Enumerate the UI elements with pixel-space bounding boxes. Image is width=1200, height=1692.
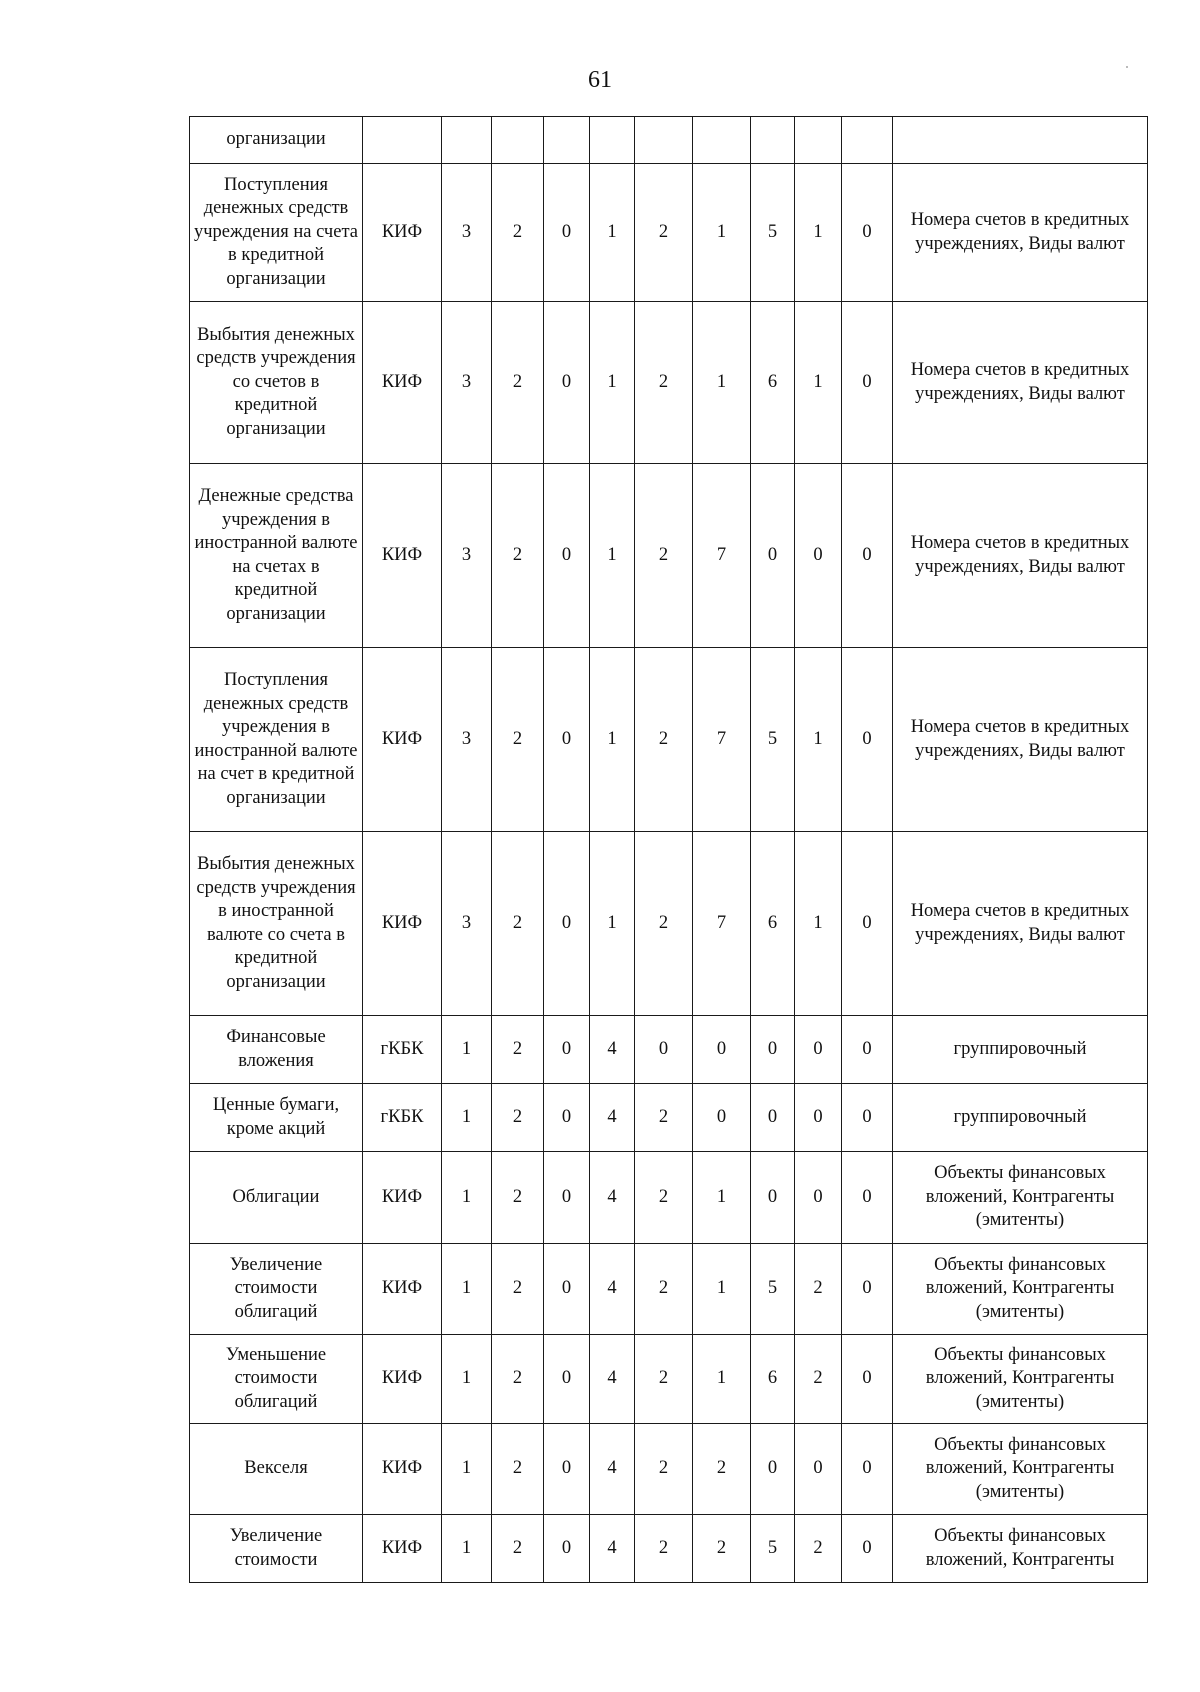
digit-cell: 4 bbox=[590, 1424, 635, 1515]
digit-cell bbox=[492, 117, 544, 164]
account-type-cell: КИФ bbox=[363, 1424, 442, 1515]
analytics-cell: Номера счетов в кредитных учреждениях, Виды валют bbox=[893, 164, 1148, 302]
account-name-cell: Выбытия денежных средств учреждения в иностранной валюте со счета в кредитной организации bbox=[190, 832, 363, 1016]
digit-cell: 6 bbox=[751, 302, 795, 464]
digit-cell bbox=[635, 117, 693, 164]
digit-cell: 2 bbox=[635, 1424, 693, 1515]
digit-cell: 0 bbox=[842, 302, 893, 464]
account-name-cell: Выбытия денежных средств учреждения со счетов в кредитной организации bbox=[190, 302, 363, 464]
digit-cell: 3 bbox=[442, 648, 492, 832]
digit-cell: 3 bbox=[442, 832, 492, 1016]
digit-cell: 0 bbox=[544, 832, 590, 1016]
digit-cell: 0 bbox=[842, 1244, 893, 1335]
digit-cell: 2 bbox=[492, 1335, 544, 1424]
digit-cell bbox=[751, 117, 795, 164]
digit-cell: 5 bbox=[751, 648, 795, 832]
table-row bbox=[190, 1016, 1148, 1084]
digit-cell: 0 bbox=[842, 1335, 893, 1424]
digit-cell: 0 bbox=[842, 832, 893, 1016]
digit-cell: 1 bbox=[442, 1424, 492, 1515]
account-name-cell: Увеличение стоимости облигаций bbox=[190, 1244, 363, 1335]
digit-cell: 4 bbox=[590, 1335, 635, 1424]
analytics-cell: группировочный bbox=[893, 1084, 1148, 1152]
analytics-cell: Объекты финансовых вложений, Контрагенты (эмитенты) bbox=[893, 1424, 1148, 1515]
digit-cell: 2 bbox=[635, 1084, 693, 1152]
digit-cell: 1 bbox=[442, 1084, 492, 1152]
digit-cell: 2 bbox=[635, 1244, 693, 1335]
digit-cell: 0 bbox=[693, 1084, 751, 1152]
table-row bbox=[190, 1084, 1148, 1152]
digit-cell: 2 bbox=[635, 832, 693, 1016]
digit-cell: 1 bbox=[590, 164, 635, 302]
digit-cell: 1 bbox=[590, 832, 635, 1016]
digit-cell: 5 bbox=[751, 164, 795, 302]
scan-dust-mark bbox=[1126, 66, 1128, 68]
digit-cell: 5 bbox=[751, 1515, 795, 1583]
digit-cell: 4 bbox=[590, 1152, 635, 1244]
account-name-cell: Ценные бумаги, кроме акций bbox=[190, 1084, 363, 1152]
digit-cell: 0 bbox=[544, 1152, 590, 1244]
digit-cell: 1 bbox=[590, 648, 635, 832]
digit-cell: 1 bbox=[590, 464, 635, 648]
account-type-cell: КИФ bbox=[363, 302, 442, 464]
digit-cell: 0 bbox=[795, 1084, 842, 1152]
table-row bbox=[190, 1152, 1148, 1244]
digit-cell: 0 bbox=[842, 1424, 893, 1515]
digit-cell: 0 bbox=[842, 1152, 893, 1244]
account-type-cell bbox=[363, 117, 442, 164]
digit-cell: 0 bbox=[693, 1016, 751, 1084]
digit-cell: 0 bbox=[842, 648, 893, 832]
digit-cell: 2 bbox=[492, 1424, 544, 1515]
accounts-table-body bbox=[190, 117, 1148, 1583]
digit-cell: 0 bbox=[544, 164, 590, 302]
digit-cell: 6 bbox=[751, 832, 795, 1016]
account-name-cell: организации bbox=[190, 117, 363, 164]
digit-cell bbox=[842, 117, 893, 164]
digit-cell: 2 bbox=[795, 1515, 842, 1583]
digit-cell: 0 bbox=[795, 1152, 842, 1244]
digit-cell: 0 bbox=[751, 1084, 795, 1152]
digit-cell: 0 bbox=[842, 164, 893, 302]
digit-cell: 7 bbox=[693, 464, 751, 648]
digit-cell: 3 bbox=[442, 164, 492, 302]
page-number: 61 bbox=[588, 67, 612, 93]
digit-cell: 2 bbox=[492, 1244, 544, 1335]
account-name-cell: Денежные средства учреждения в иностранной валюте на счетах в кредитной организации bbox=[190, 464, 363, 648]
digit-cell: 1 bbox=[442, 1515, 492, 1583]
digit-cell: 1 bbox=[442, 1335, 492, 1424]
analytics-cell: группировочный bbox=[893, 1016, 1148, 1084]
digit-cell: 0 bbox=[795, 464, 842, 648]
account-name-cell: Увеличение стоимости bbox=[190, 1515, 363, 1583]
digit-cell: 0 bbox=[544, 1244, 590, 1335]
digit-cell: 2 bbox=[492, 302, 544, 464]
digit-cell bbox=[544, 117, 590, 164]
digit-cell: 2 bbox=[635, 1515, 693, 1583]
digit-cell: 0 bbox=[544, 302, 590, 464]
analytics-cell: Номера счетов в кредитных учреждениях, Виды валют bbox=[893, 464, 1148, 648]
account-type-cell: КИФ bbox=[363, 1152, 442, 1244]
digit-cell: 0 bbox=[842, 1515, 893, 1583]
digit-cell: 0 bbox=[635, 1016, 693, 1084]
digit-cell: 5 bbox=[751, 1244, 795, 1335]
account-name-cell: Уменьшение стоимости облигаций bbox=[190, 1335, 363, 1424]
digit-cell: 1 bbox=[693, 164, 751, 302]
digit-cell: 2 bbox=[492, 832, 544, 1016]
analytics-cell: Номера счетов в кредитных учреждениях, Виды валют bbox=[893, 832, 1148, 1016]
digit-cell: 2 bbox=[492, 1152, 544, 1244]
digit-cell bbox=[442, 117, 492, 164]
digit-cell: 2 bbox=[693, 1515, 751, 1583]
digit-cell: 2 bbox=[635, 1335, 693, 1424]
digit-cell: 1 bbox=[590, 302, 635, 464]
account-name-cell: Облигации bbox=[190, 1152, 363, 1244]
digit-cell: 2 bbox=[492, 464, 544, 648]
digit-cell: 2 bbox=[492, 1515, 544, 1583]
digit-cell: 1 bbox=[442, 1244, 492, 1335]
digit-cell bbox=[590, 117, 635, 164]
digit-cell: 4 bbox=[590, 1084, 635, 1152]
table-row bbox=[190, 1335, 1148, 1424]
digit-cell: 2 bbox=[492, 1084, 544, 1152]
digit-cell: 2 bbox=[492, 648, 544, 832]
account-name-cell: Финансовые вложения bbox=[190, 1016, 363, 1084]
digit-cell: 4 bbox=[590, 1515, 635, 1583]
account-type-cell: гКБК bbox=[363, 1016, 442, 1084]
digit-cell: 1 bbox=[693, 1244, 751, 1335]
digit-cell: 0 bbox=[544, 1016, 590, 1084]
digit-cell: 0 bbox=[544, 1515, 590, 1583]
digit-cell: 0 bbox=[544, 464, 590, 648]
table-row bbox=[190, 164, 1148, 302]
digit-cell: 7 bbox=[693, 648, 751, 832]
digit-cell: 1 bbox=[693, 1335, 751, 1424]
digit-cell: 2 bbox=[635, 302, 693, 464]
analytics-cell: Номера счетов в кредитных учреждениях, Виды валют bbox=[893, 302, 1148, 464]
digit-cell: 1 bbox=[795, 164, 842, 302]
table-row bbox=[190, 1515, 1148, 1583]
digit-cell: 2 bbox=[635, 648, 693, 832]
digit-cell: 0 bbox=[795, 1016, 842, 1084]
digit-cell: 0 bbox=[751, 1424, 795, 1515]
digit-cell: 1 bbox=[795, 832, 842, 1016]
digit-cell: 2 bbox=[635, 164, 693, 302]
analytics-cell bbox=[893, 117, 1148, 164]
digit-cell: 0 bbox=[795, 1424, 842, 1515]
table-row bbox=[190, 1244, 1148, 1335]
digit-cell: 4 bbox=[590, 1016, 635, 1084]
digit-cell: 0 bbox=[751, 464, 795, 648]
digit-cell: 0 bbox=[544, 1084, 590, 1152]
table-row bbox=[190, 302, 1148, 464]
accounts-table bbox=[189, 116, 1148, 1583]
digit-cell: 7 bbox=[693, 832, 751, 1016]
digit-cell: 6 bbox=[751, 1335, 795, 1424]
digit-cell bbox=[795, 117, 842, 164]
account-type-cell: КИФ bbox=[363, 1515, 442, 1583]
digit-cell bbox=[693, 117, 751, 164]
digit-cell: 0 bbox=[842, 464, 893, 648]
account-type-cell: КИФ bbox=[363, 1335, 442, 1424]
digit-cell: 2 bbox=[795, 1244, 842, 1335]
digit-cell: 1 bbox=[442, 1016, 492, 1084]
digit-cell: 4 bbox=[590, 1244, 635, 1335]
account-type-cell: гКБК bbox=[363, 1084, 442, 1152]
analytics-cell: Объекты финансовых вложений, Контрагенты bbox=[893, 1515, 1148, 1583]
digit-cell: 3 bbox=[442, 302, 492, 464]
account-name-cell: Поступления денежных средств учреждения в иностранной валюте на счет в кредитной организации bbox=[190, 648, 363, 832]
analytics-cell: Объекты финансовых вложений, Контрагенты (эмитенты) bbox=[893, 1335, 1148, 1424]
account-name-cell: Векселя bbox=[190, 1424, 363, 1515]
account-type-cell: КИФ bbox=[363, 648, 442, 832]
digit-cell: 1 bbox=[795, 648, 842, 832]
table-row bbox=[190, 464, 1148, 648]
table-row bbox=[190, 832, 1148, 1016]
digit-cell: 2 bbox=[635, 464, 693, 648]
digit-cell: 2 bbox=[492, 1016, 544, 1084]
digit-cell: 1 bbox=[693, 302, 751, 464]
digit-cell: 0 bbox=[842, 1084, 893, 1152]
digit-cell: 1 bbox=[442, 1152, 492, 1244]
digit-cell: 0 bbox=[544, 648, 590, 832]
digit-cell: 0 bbox=[544, 1335, 590, 1424]
digit-cell: 0 bbox=[751, 1016, 795, 1084]
account-type-cell: КИФ bbox=[363, 464, 442, 648]
digit-cell: 3 bbox=[442, 464, 492, 648]
account-name-cell: Поступления денежных средств учреждения на счета в кредитной организации bbox=[190, 164, 363, 302]
analytics-cell: Объекты финансовых вложений, Контрагенты (эмитенты) bbox=[893, 1152, 1148, 1244]
digit-cell: 2 bbox=[492, 164, 544, 302]
analytics-cell: Номера счетов в кредитных учреждениях, Виды валют bbox=[893, 648, 1148, 832]
digit-cell: 1 bbox=[693, 1152, 751, 1244]
account-type-cell: КИФ bbox=[363, 164, 442, 302]
account-type-cell: КИФ bbox=[363, 832, 442, 1016]
table-row bbox=[190, 117, 1148, 164]
digit-cell: 0 bbox=[842, 1016, 893, 1084]
digit-cell: 2 bbox=[795, 1335, 842, 1424]
account-type-cell: КИФ bbox=[363, 1244, 442, 1335]
digit-cell: 2 bbox=[635, 1152, 693, 1244]
table-row bbox=[190, 648, 1148, 832]
digit-cell: 2 bbox=[693, 1424, 751, 1515]
analytics-cell: Объекты финансовых вложений, Контрагенты (эмитенты) bbox=[893, 1244, 1148, 1335]
digit-cell: 0 bbox=[751, 1152, 795, 1244]
digit-cell: 0 bbox=[544, 1424, 590, 1515]
digit-cell: 1 bbox=[795, 302, 842, 464]
table-row bbox=[190, 1424, 1148, 1515]
